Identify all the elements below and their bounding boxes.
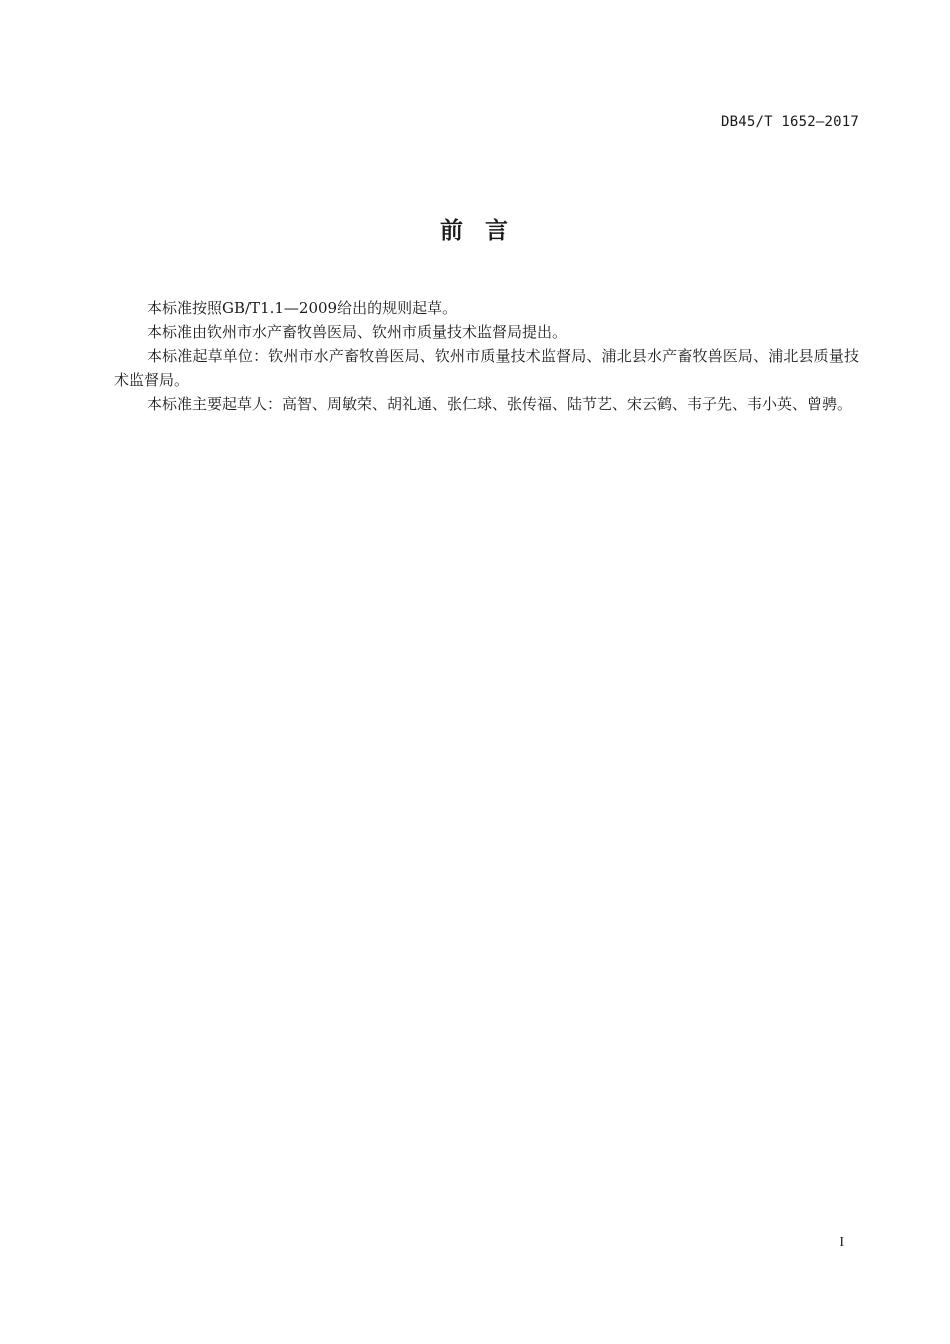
paragraph-drafting-rules: 本标准按照GB/T1.1—2009给出的规则起草。 bbox=[147, 299, 458, 317]
page-number: I bbox=[839, 1235, 844, 1250]
standard-code: DB45/T 1652—2017 bbox=[720, 114, 859, 130]
paragraph-proposer: 本标准由钦州市水产畜牧兽医局、钦州市质量技术监督局提出。 bbox=[147, 323, 568, 341]
paragraph-drafters: 本标准主要起草人：高智、周敏荣、胡礼通、张仁球、张传福、陆节艺、宋云鹤、韦子先、韦小英、曾骋。 bbox=[147, 395, 853, 413]
document-body bbox=[114, 296, 859, 416]
paragraph-drafting-units: 本标准起草单位：钦州市水产畜牧兽医局、钦州市质量技术监督局、浦北县水产畜牧兽医局、浦北县质量技术监督局。 bbox=[114, 347, 859, 389]
page-title: 前 言 bbox=[439, 218, 510, 244]
